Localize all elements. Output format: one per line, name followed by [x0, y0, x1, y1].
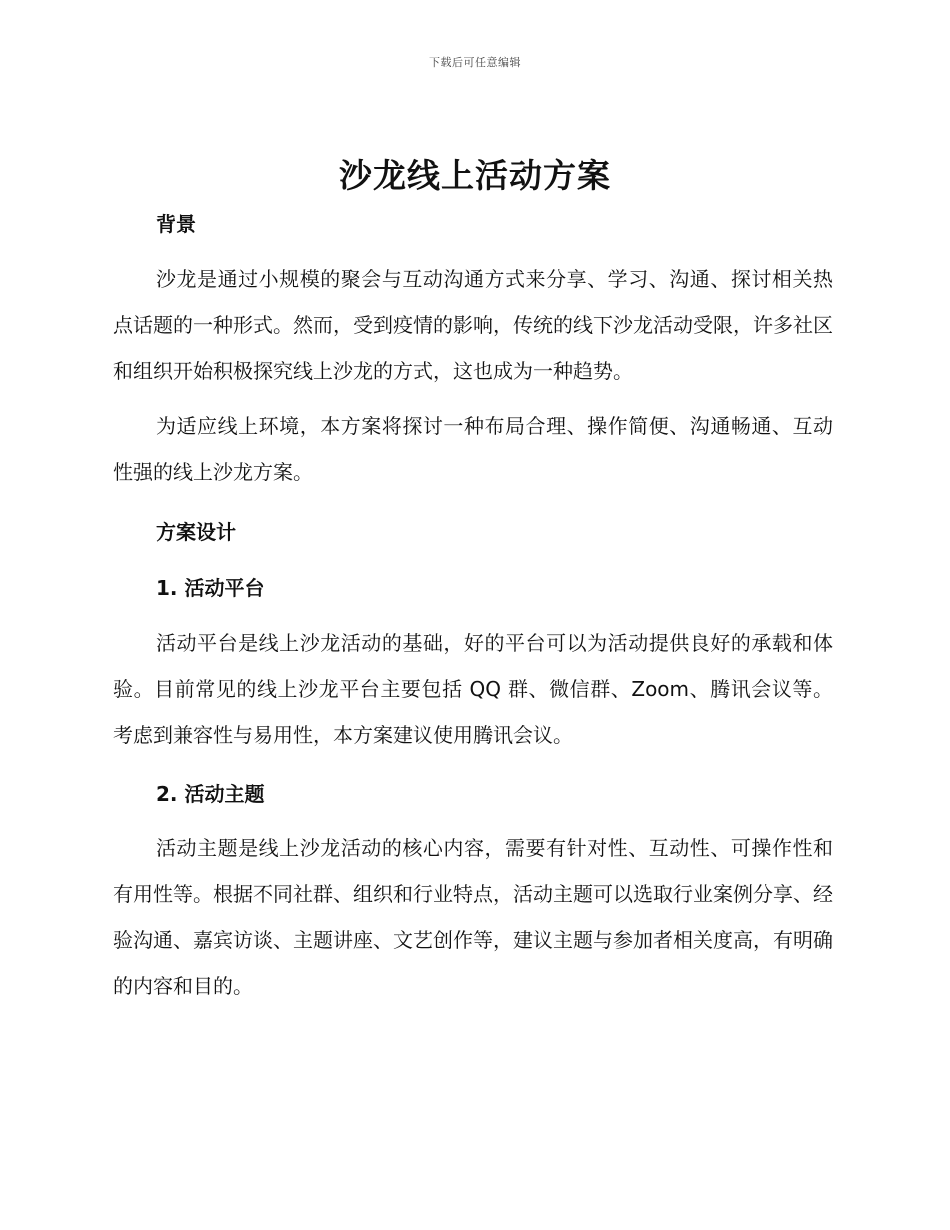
platform-paragraph: 活动平台是线上沙龙活动的基础，好的平台可以为活动提供良好的承载和体验。目前常见的线上沙龙平台主要包括 QQ 群、微信群、Zoom、腾讯会议等。考虑到兼容性与易用性，本方案建议使用腾讯会议。	[113, 631, 833, 747]
topic-heading: 2. 活动主题	[156, 782, 265, 806]
topic-paragraph: 活动主题是线上沙龙活动的核心内容，需要有针对性、互动性、可操作性和有用性等。根据不同社群、组织和行业特点，活动主题可以选取行业案例分享、经验沟通、嘉宾访谈、主题讲座、文艺创作等，建议主题与参加者相关度高，有明确的内容和目的。	[113, 836, 833, 998]
header-note: 下载后可任意编辑	[429, 56, 521, 69]
document-title: 沙龙线上活动方案	[339, 156, 611, 195]
background-paragraph-1: 沙龙是通过小规模的聚会与互动沟通方式来分享、学习、沟通、探讨相关热点话题的一种形式。然而，受到疫情的影响，传统的线下沙龙活动受限，许多社区和组织开始积极探究线上沙龙的方式，这也成为一种趋势。	[113, 267, 833, 383]
background-paragraph-2: 为适应线上环境，本方案将探讨一种布局合理、操作简便、沟通畅通、互动性强的线上沙龙方案。	[113, 414, 833, 484]
design-heading: 方案设计	[156, 520, 236, 544]
platform-heading: 1. 活动平台	[156, 576, 265, 600]
background-heading: 背景	[156, 212, 196, 236]
